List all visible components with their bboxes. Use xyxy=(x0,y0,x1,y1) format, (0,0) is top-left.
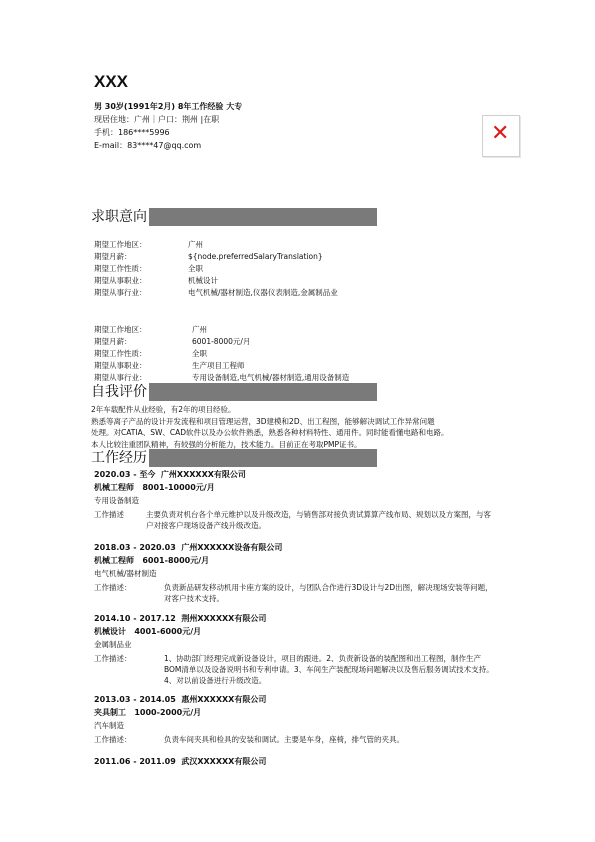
photo-placeholder xyxy=(482,115,520,157)
job-salary: 6001-8000元/月 xyxy=(142,556,210,565)
intent-block-2 xyxy=(94,325,494,385)
job-entry xyxy=(94,613,514,689)
intent-label: 期望工作性质： xyxy=(94,349,147,358)
job-desc-label: 工作描述： xyxy=(94,654,132,663)
intent-label: 期望月薪： xyxy=(94,337,132,346)
job-company: 惠州XXXXXX有限公司 xyxy=(181,695,267,704)
job-period: 2011.06 - 2011.09 xyxy=(94,757,176,766)
job-period: 2018.03 - 2020.03 xyxy=(94,543,176,552)
intent-value: 电气机械/器材制造,仪器仪表制造,金属制品业 xyxy=(188,288,338,297)
section-self-title: 自我评价 xyxy=(91,384,147,400)
job-company: 广州XXXXXX设备有限公司 xyxy=(181,543,283,552)
self-eval-line: 处理。对CATIA、SW、CAD软件以及办公软件熟悉，熟悉各种材料特性、通用件。同时能看懂电路和电路。 xyxy=(91,428,449,437)
job-desc-label: 工作描述： xyxy=(94,583,132,592)
job-desc-label: 工作描述： xyxy=(94,735,132,744)
job-salary: 4001-6000元/月 xyxy=(134,627,202,636)
job-industry: 金属制品业 xyxy=(94,640,132,649)
job-entry xyxy=(94,694,514,748)
intent-value: 全职 xyxy=(192,349,207,358)
job-desc-label: 工作描述 xyxy=(94,510,124,519)
self-eval-line: 熟悉等离子产品的设计开发流程和项目管理运营，3D建模和2D、出工程图，能够解决调试工作异常问题 xyxy=(91,416,435,426)
intent-value: ${node.preferredSalaryTranslation} xyxy=(188,252,323,261)
intent-value: 6001-8000元/月 xyxy=(192,337,251,346)
broken-image-icon: ✕ xyxy=(491,121,510,146)
section-work-header xyxy=(91,449,377,467)
job-industry: 汽车制造 xyxy=(94,721,124,730)
job-description: 负责新品研发移动机用卡座方案的设计，与团队合作进行3D设计与2D出图，解决现场安装等问题，对客户技术支持。 xyxy=(164,583,493,603)
residence-info: 现居住地：广州｜户口：荆州 |在职 xyxy=(94,115,220,124)
job-company: 武汉XXXXXX有限公司 xyxy=(181,757,267,766)
intent-label: 期望工作地区： xyxy=(94,240,147,249)
intent-value: 生产项目工程师 xyxy=(192,361,245,370)
section-work-title: 工作经历 xyxy=(91,450,147,466)
intent-value: 广州 xyxy=(192,325,207,334)
basic-info: 男 30岁(1991年2月) 8年工作经验 大专 xyxy=(94,102,243,111)
self-eval-line: 本人比较注重团队精神，有较强的分析能力，技术能力。目前正在考取PMP证书。 xyxy=(91,439,362,449)
job-title: 夹具制工 xyxy=(94,708,126,717)
intent-block-1 xyxy=(94,240,494,300)
job-industry: 专用设备制造 xyxy=(94,496,139,505)
job-entry xyxy=(94,756,514,767)
intent-label: 期望从事行业： xyxy=(94,288,147,297)
job-description: 1、协助部门经理完成新设备设计，项目的跟进。2、负责新设备的装配图和出工程图，制作生产BOM清单以及设备说明书和专利申请。3、车间生产装配现场问题解决以及售后服务调试技术支持。4、对以前设备进行升级改造。 xyxy=(164,654,494,685)
job-salary: 8001-10000元/月 xyxy=(142,483,215,492)
job-entry xyxy=(94,542,514,606)
intent-value: 机械设计 xyxy=(188,276,218,285)
job-company: 广州XXXXXX有限公司 xyxy=(160,470,246,479)
intent-label: 期望工作性质： xyxy=(94,264,147,273)
job-period: 2013.03 - 2014.05 xyxy=(94,695,176,704)
job-title: 机械设计 xyxy=(94,627,126,636)
intent-value: 广州 xyxy=(188,240,203,249)
job-period: 2014.10 - 2017.12 xyxy=(94,614,176,623)
job-salary: 1000-2000元/月 xyxy=(134,708,202,717)
section-intent-header xyxy=(91,208,377,226)
job-period: 2020.03 - 至今 xyxy=(94,470,156,479)
job-industry: 电气机械/器材制造 xyxy=(94,569,157,578)
intent-label: 期望月薪： xyxy=(94,252,132,261)
intent-label: 期望从事职业： xyxy=(94,361,147,370)
self-evaluation xyxy=(91,404,511,450)
email: E-mail：83****47@qq.com xyxy=(94,141,202,150)
intent-value: 专用设备制造,电气机械/器材制造,通用设备制造 xyxy=(192,373,350,382)
job-description: 主要负责对机台各个单元维护以及升级改造，与销售部对接负责试算算产线布局、规划以及方案图，与客户对接客户现场设备产线升级改造。 xyxy=(146,510,491,530)
section-intent-title: 求职意向 xyxy=(91,209,147,225)
candidate-name: XXX xyxy=(94,72,129,91)
job-entry xyxy=(94,469,514,533)
phone: 手机：186****5996 xyxy=(94,128,170,137)
intent-value: 全职 xyxy=(188,264,203,273)
intent-label: 期望从事职业： xyxy=(94,276,147,285)
job-company: 荆州XXXXXX有限公司 xyxy=(181,614,267,623)
self-eval-line: 2年车载配件从业经验，有2年的项目经验。 xyxy=(91,405,236,414)
intent-label: 期望工作地区： xyxy=(94,325,147,334)
job-title: 机械工程师 xyxy=(94,483,134,492)
section-self-header xyxy=(91,383,377,401)
job-title: 机械工程师 xyxy=(94,556,134,565)
job-description: 负责车间夹具和检具的安装和调试。主要是车身，座椅，排气管的夹具。 xyxy=(164,735,404,744)
intent-label: 期望从事行业： xyxy=(94,373,147,382)
